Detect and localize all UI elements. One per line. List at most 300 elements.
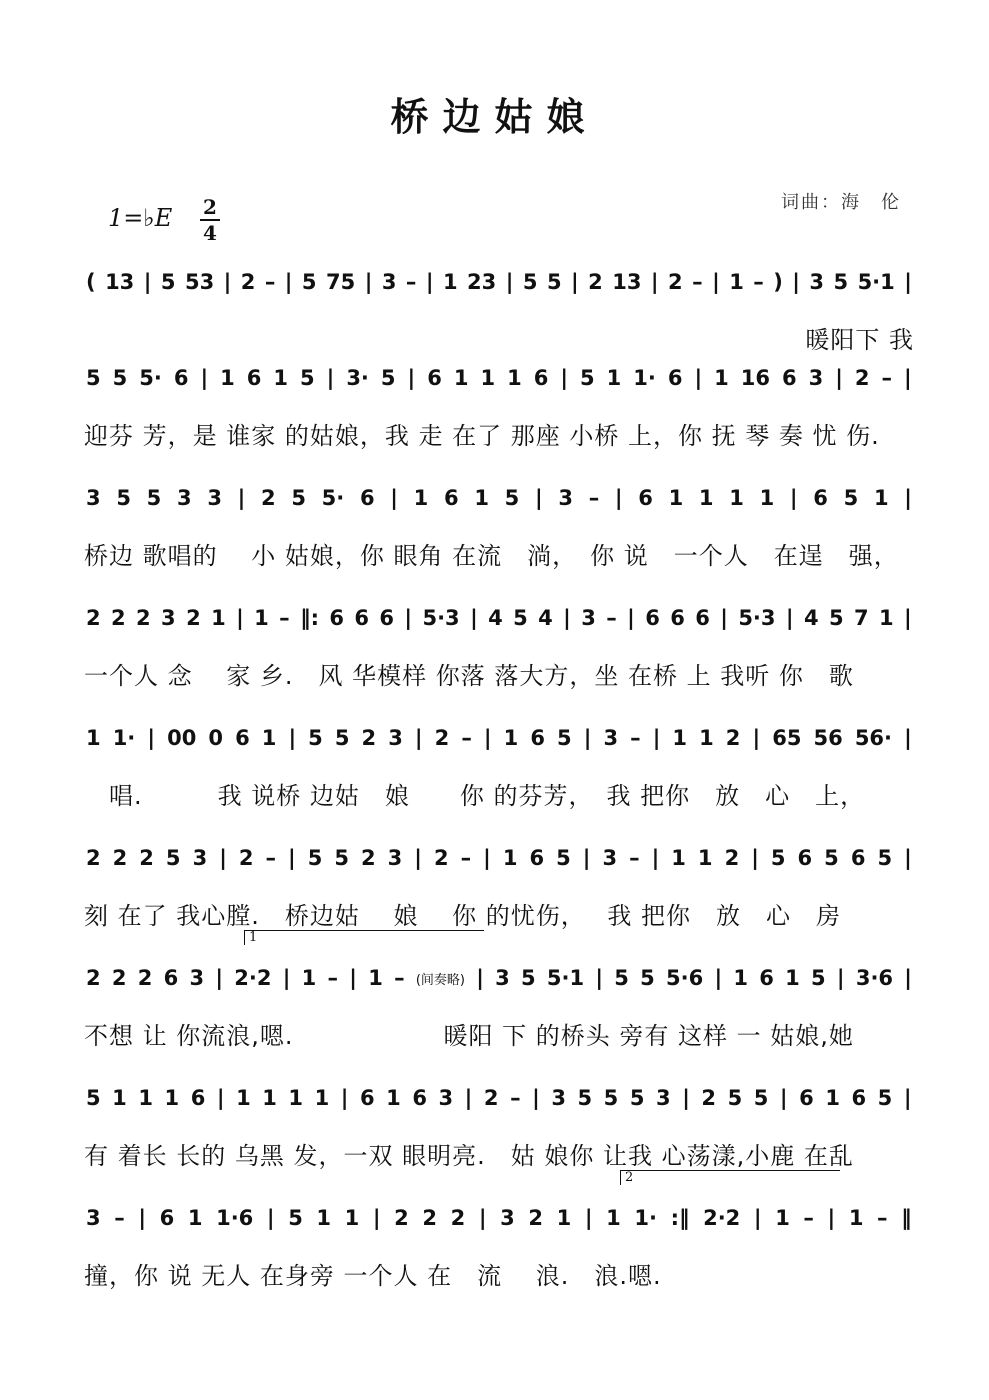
barline: |: [223, 270, 232, 294]
notation-line: [84, 718, 914, 758]
note: –: [460, 846, 472, 870]
note: –: [327, 966, 339, 990]
note: 1: [442, 270, 458, 294]
barline: |: [483, 846, 491, 870]
note: 5: [522, 270, 538, 294]
note: 6: [329, 606, 344, 630]
barline: |: [714, 966, 723, 990]
note: 3: [176, 486, 192, 510]
note: 1: [368, 966, 383, 990]
note: 1·: [634, 1206, 657, 1230]
note: 6: [163, 966, 179, 990]
barline: |: [425, 270, 434, 294]
note: 5: [301, 270, 317, 294]
notation-line: [84, 1078, 914, 1118]
barline: |: [534, 486, 543, 510]
note: 3: [438, 1086, 454, 1110]
note: 6: [427, 366, 442, 390]
note: 2: [112, 846, 128, 870]
barline: |: [147, 726, 156, 750]
note: 56: [813, 726, 843, 750]
note: 5: [577, 1086, 593, 1110]
note: 3: [381, 270, 397, 294]
barline: |: [288, 846, 296, 870]
note: 6: [412, 1086, 427, 1110]
note: 5: [556, 846, 571, 870]
barline: |: [407, 366, 416, 390]
note: 6: [813, 486, 828, 510]
note: 5: [86, 366, 101, 390]
note: 6: [645, 606, 660, 630]
note: 5: [291, 486, 306, 510]
note: 5: [165, 846, 181, 870]
note: 6: [533, 366, 549, 390]
barline: |: [650, 270, 659, 294]
barline: |: [836, 966, 845, 990]
note: 5: [833, 270, 849, 294]
barline: |: [326, 366, 335, 390]
note: –: [264, 270, 276, 294]
note: 3: [602, 846, 618, 870]
time-signature-top: 2: [203, 195, 217, 219]
note: 6: [851, 1086, 867, 1110]
barline: |: [288, 726, 297, 750]
note: 3: [500, 1206, 515, 1230]
note: –: [279, 606, 290, 630]
note: 5: [112, 366, 128, 390]
note: 5: [288, 1206, 303, 1230]
note: 1: [187, 1206, 203, 1230]
note: 6: [530, 726, 545, 750]
note: 5: [811, 966, 826, 990]
volta-bracket: 2: [620, 1170, 840, 1185]
note: 2: [86, 966, 101, 990]
note: 75: [326, 270, 356, 294]
note: 1: [503, 726, 519, 750]
barline: |: [904, 726, 912, 750]
note: 1·: [112, 726, 136, 750]
note: 1: [873, 486, 889, 510]
note: 2: [86, 606, 101, 630]
note: 1: [672, 726, 688, 750]
barline: |: [903, 1086, 912, 1110]
note: 6: [782, 366, 797, 390]
note: 5: [877, 846, 893, 870]
barline: |: [138, 1206, 147, 1230]
barline: |: [904, 966, 912, 990]
note: 5: [580, 366, 595, 390]
note: 16: [740, 366, 770, 390]
note: 1: [848, 1206, 864, 1230]
note: 1: [775, 1206, 790, 1230]
notation-line: [84, 838, 914, 878]
note: –: [753, 270, 764, 294]
note: 1: [86, 726, 101, 750]
note: 1: [344, 1206, 360, 1230]
note: 5: [521, 966, 536, 990]
note: 3: [86, 486, 101, 510]
note: 2: [724, 846, 740, 870]
barline: |: [364, 270, 373, 294]
note: –: [803, 1206, 814, 1230]
note: 5: [614, 966, 629, 990]
barline: |: [284, 270, 293, 294]
note: 1: [825, 1086, 840, 1110]
note: –: [692, 270, 703, 294]
credits: 词曲：海 伦: [781, 192, 901, 213]
barline: |: [390, 486, 398, 510]
barline: |: [200, 366, 209, 390]
note: 2: [261, 486, 276, 510]
note: 3: [551, 1086, 566, 1110]
note: 1: [254, 606, 269, 630]
note: 6: [759, 966, 774, 990]
note: –: [114, 1206, 125, 1230]
note: –: [630, 726, 641, 750]
note: 6: [159, 1206, 175, 1230]
note: 56·: [854, 726, 893, 750]
note: 1: [668, 486, 684, 510]
note: 1: [236, 1086, 251, 1110]
note: 6: [638, 486, 653, 510]
note: 2: [725, 726, 741, 750]
note: 1: [413, 486, 429, 510]
note: 13: [612, 270, 642, 294]
barline: |: [627, 606, 635, 630]
barline: |: [595, 966, 604, 990]
barline: |: [904, 366, 912, 390]
lyrics-line: 桥边 歌唱的 小 姑娘，你 眼角 在流 淌， 你 说 一个人 在逞 强，: [84, 542, 899, 570]
barline: :‖: [670, 1206, 690, 1230]
barline: |: [372, 1206, 381, 1230]
note: 5: [877, 1086, 893, 1110]
note: 2: [137, 966, 153, 990]
barline: |: [583, 726, 592, 750]
time-signature: [200, 196, 220, 244]
note: 1: [759, 486, 775, 510]
note: 2: [394, 1206, 409, 1230]
barline: |: [682, 1086, 690, 1110]
note: 5·1: [546, 966, 585, 990]
note: 2: [450, 1206, 466, 1230]
note: 1: [729, 270, 744, 294]
note: 6: [850, 846, 866, 870]
note: 1: [211, 606, 226, 630]
note: 5: [160, 270, 176, 294]
note: 1: [453, 366, 469, 390]
barline: |: [478, 1206, 487, 1230]
note: 4: [803, 606, 819, 630]
note: 6: [667, 366, 683, 390]
note: 6: [799, 1086, 814, 1110]
note: 2: [139, 846, 154, 870]
note: 0: [208, 726, 223, 750]
barline: |: [651, 846, 660, 870]
note: 3: [388, 726, 403, 750]
time-signature-bottom: 4: [203, 221, 217, 245]
barline: |: [694, 366, 703, 390]
barline: |: [835, 366, 843, 390]
barline: |: [571, 270, 579, 294]
note: 6: [444, 486, 459, 510]
barline: |: [464, 1086, 473, 1110]
barline: |: [652, 726, 661, 750]
note: 5: [300, 366, 315, 390]
note: ): [773, 270, 783, 294]
lyrics-line: 一个人 念 家 乡. 风 华模样 你落 落大方，坐 在桥 上 我听 你 歌: [84, 662, 854, 690]
note: 5: [828, 606, 844, 630]
note: 2: [854, 366, 870, 390]
note: 2: [240, 270, 256, 294]
note: 3·: [346, 366, 369, 390]
note: 5: [753, 1086, 769, 1110]
note: 5: [843, 486, 859, 510]
note: 1: [733, 966, 749, 990]
note: 6: [379, 606, 395, 630]
note: 5: [629, 1086, 645, 1110]
note: 2: [588, 270, 603, 294]
note: 2: [433, 846, 449, 870]
note: 6: [235, 726, 250, 750]
barline: |: [752, 726, 761, 750]
barline: |: [560, 366, 568, 390]
barline: |: [779, 1086, 788, 1110]
barline: |: [414, 726, 423, 750]
note: 5: [334, 846, 349, 870]
barline: ‖:: [300, 606, 319, 630]
barline: |: [792, 270, 800, 294]
note: 53: [184, 270, 215, 294]
note: 2: [136, 606, 151, 630]
note: 3·6: [855, 966, 894, 990]
note: 1: [273, 366, 289, 390]
lyrics-line: 刻 在了 我心膛. 桥边姑 娘 你 的忧伤， 我 把你 放 心 房: [84, 902, 842, 930]
note: 1: [507, 366, 522, 390]
lyrics-line: 撞，你 说 无人 在身旁 一个人 在 流 浪. 浪.嗯.: [84, 1262, 662, 1290]
note: 5: [307, 846, 323, 870]
note: 2: [422, 1206, 438, 1230]
note: 1: [316, 1206, 332, 1230]
note: –: [588, 486, 600, 510]
note: 5: [380, 366, 396, 390]
notation-line: [84, 598, 914, 638]
note: 3: [808, 366, 824, 390]
barline: |: [904, 486, 912, 510]
note: 1: [606, 366, 622, 390]
note: 6: [695, 606, 710, 630]
note: 5: [770, 846, 786, 870]
note: 3: [495, 966, 510, 990]
barline: |: [753, 1206, 762, 1230]
note: 6: [354, 606, 369, 630]
note: 5: [557, 726, 572, 750]
note: 3: [581, 606, 596, 630]
note: 1: [288, 1086, 304, 1110]
note: –: [405, 270, 417, 294]
note: (: [86, 270, 96, 294]
note: –: [510, 1086, 521, 1110]
note: 13: [105, 270, 135, 294]
note: 4: [488, 606, 503, 630]
note: 1: [220, 366, 235, 390]
note: 1: [697, 846, 713, 870]
note: 1: [112, 1086, 127, 1110]
note: 23: [467, 270, 497, 294]
note: 3: [387, 846, 403, 870]
note: 2: [434, 726, 450, 750]
barline: |: [216, 1086, 225, 1110]
note: 5: [308, 726, 323, 750]
note: 1: [164, 1086, 180, 1110]
barline: |: [470, 606, 478, 630]
lyrics-line: 有 着长 长的 乌黑 发，一双 眼明亮. 姑 娘你 让我 心荡漾,小鹿 在乱: [84, 1142, 854, 1170]
note: 5·: [139, 366, 162, 390]
notation-line: [84, 262, 914, 302]
note: –: [461, 726, 472, 750]
barline: |: [751, 846, 759, 870]
notation-line: [84, 358, 914, 398]
note: 3: [86, 1206, 101, 1230]
note: 3: [189, 966, 205, 990]
note: 6: [173, 366, 189, 390]
note: 6: [190, 1086, 206, 1110]
note: 3: [809, 270, 825, 294]
note: 6: [359, 486, 375, 510]
note: 6: [797, 846, 813, 870]
note: 5: [727, 1086, 743, 1110]
barline: |: [349, 966, 357, 990]
note: –: [881, 366, 893, 390]
notation-line: [84, 958, 914, 998]
note: 1: [556, 1206, 572, 1230]
note: 4: [538, 606, 553, 630]
volta-bracket: 1: [244, 930, 484, 945]
note: 2·2: [703, 1206, 741, 1230]
note: 5: [640, 966, 655, 990]
note: 7: [854, 606, 869, 630]
lyrics-line: 暖阳下 我: [805, 326, 914, 354]
note: 1: [261, 726, 277, 750]
barline: |: [789, 486, 798, 510]
note: 1: [699, 726, 714, 750]
note: 65: [772, 726, 802, 750]
note: 2: [361, 726, 377, 750]
note: –: [394, 966, 405, 990]
note: 5: [546, 270, 562, 294]
note: 1: [262, 1086, 277, 1110]
note: 2: [361, 846, 376, 870]
note: 2: [186, 606, 201, 630]
barline: |: [266, 1206, 275, 1230]
barline: |: [215, 966, 224, 990]
barline: |: [143, 270, 152, 294]
note: 1: [474, 486, 489, 510]
note: (间奏略): [415, 972, 465, 988]
note: 1·6: [216, 1206, 254, 1230]
note: –: [265, 846, 277, 870]
note: 1: [698, 486, 714, 510]
note: 1: [314, 1086, 330, 1110]
note: 5: [824, 846, 839, 870]
note: 1: [502, 846, 518, 870]
barline: |: [340, 1086, 349, 1110]
note: 2: [111, 606, 126, 630]
barline: |: [904, 270, 912, 294]
barline: |: [483, 726, 492, 750]
notation-line: [84, 478, 914, 518]
barline: |: [404, 606, 413, 630]
note: 00: [167, 726, 197, 750]
note: 1: [480, 366, 496, 390]
note: 5: [86, 1086, 101, 1110]
barline: |: [712, 270, 720, 294]
note: 6: [246, 366, 262, 390]
note: 1: [879, 606, 894, 630]
note: 1·: [633, 366, 656, 390]
note: 1: [729, 486, 744, 510]
barline: |: [414, 846, 422, 870]
barline: |: [282, 966, 291, 990]
note: 2: [668, 270, 683, 294]
note: 2·2: [234, 966, 272, 990]
note: 1: [606, 1206, 621, 1230]
note: 3: [192, 846, 208, 870]
note: 3: [656, 1086, 671, 1110]
note: –: [606, 606, 617, 630]
note: –: [629, 846, 640, 870]
note: 3: [161, 606, 176, 630]
note: 5·: [321, 486, 345, 510]
lyrics-line: 不想 让 你流浪,嗯. 暖阳 下 的桥头 旁有 这样 一 姑娘,她: [84, 1022, 854, 1050]
note: 5: [116, 486, 131, 510]
note: 2: [701, 1086, 717, 1110]
note: 2: [483, 1086, 499, 1110]
note: 2: [86, 846, 101, 870]
barline: |: [720, 606, 728, 630]
note: 5·1: [857, 270, 895, 294]
note: 6: [359, 1086, 375, 1110]
barline: |: [904, 606, 912, 630]
note: 5·6: [666, 966, 704, 990]
barline: |: [827, 1206, 836, 1230]
barline: |: [476, 966, 484, 990]
note: 2: [238, 846, 254, 870]
note: 5: [146, 486, 162, 510]
note: 1: [714, 366, 729, 390]
note: 1: [386, 1086, 401, 1110]
note: 5: [334, 726, 350, 750]
barline: |: [532, 1086, 540, 1110]
note: 6: [670, 606, 685, 630]
note: 1: [301, 966, 317, 990]
note: 2: [111, 966, 127, 990]
note: 3: [603, 726, 619, 750]
note: 5: [603, 1086, 619, 1110]
note: 5: [513, 606, 528, 630]
note: 1: [671, 846, 686, 870]
key-signature: 1=♭E: [108, 204, 173, 232]
note: 5·3: [738, 606, 776, 630]
barline: |: [582, 846, 591, 870]
barline: |: [563, 606, 571, 630]
note: 5: [504, 486, 520, 510]
barline: |: [614, 486, 623, 510]
lyrics-line: 迎芬 芳，是 谁家 的姑娘，我 走 在了 那座 小桥 上，你 抚 琴 奏 忧 伤.: [84, 422, 880, 450]
barline: |: [505, 270, 514, 294]
barline: |: [236, 606, 244, 630]
note: 6: [529, 846, 545, 870]
lyrics-line: 唱. 我 说桥 边姑 娘 你 的芬芳， 我 把你 放 心 上，: [84, 782, 866, 810]
